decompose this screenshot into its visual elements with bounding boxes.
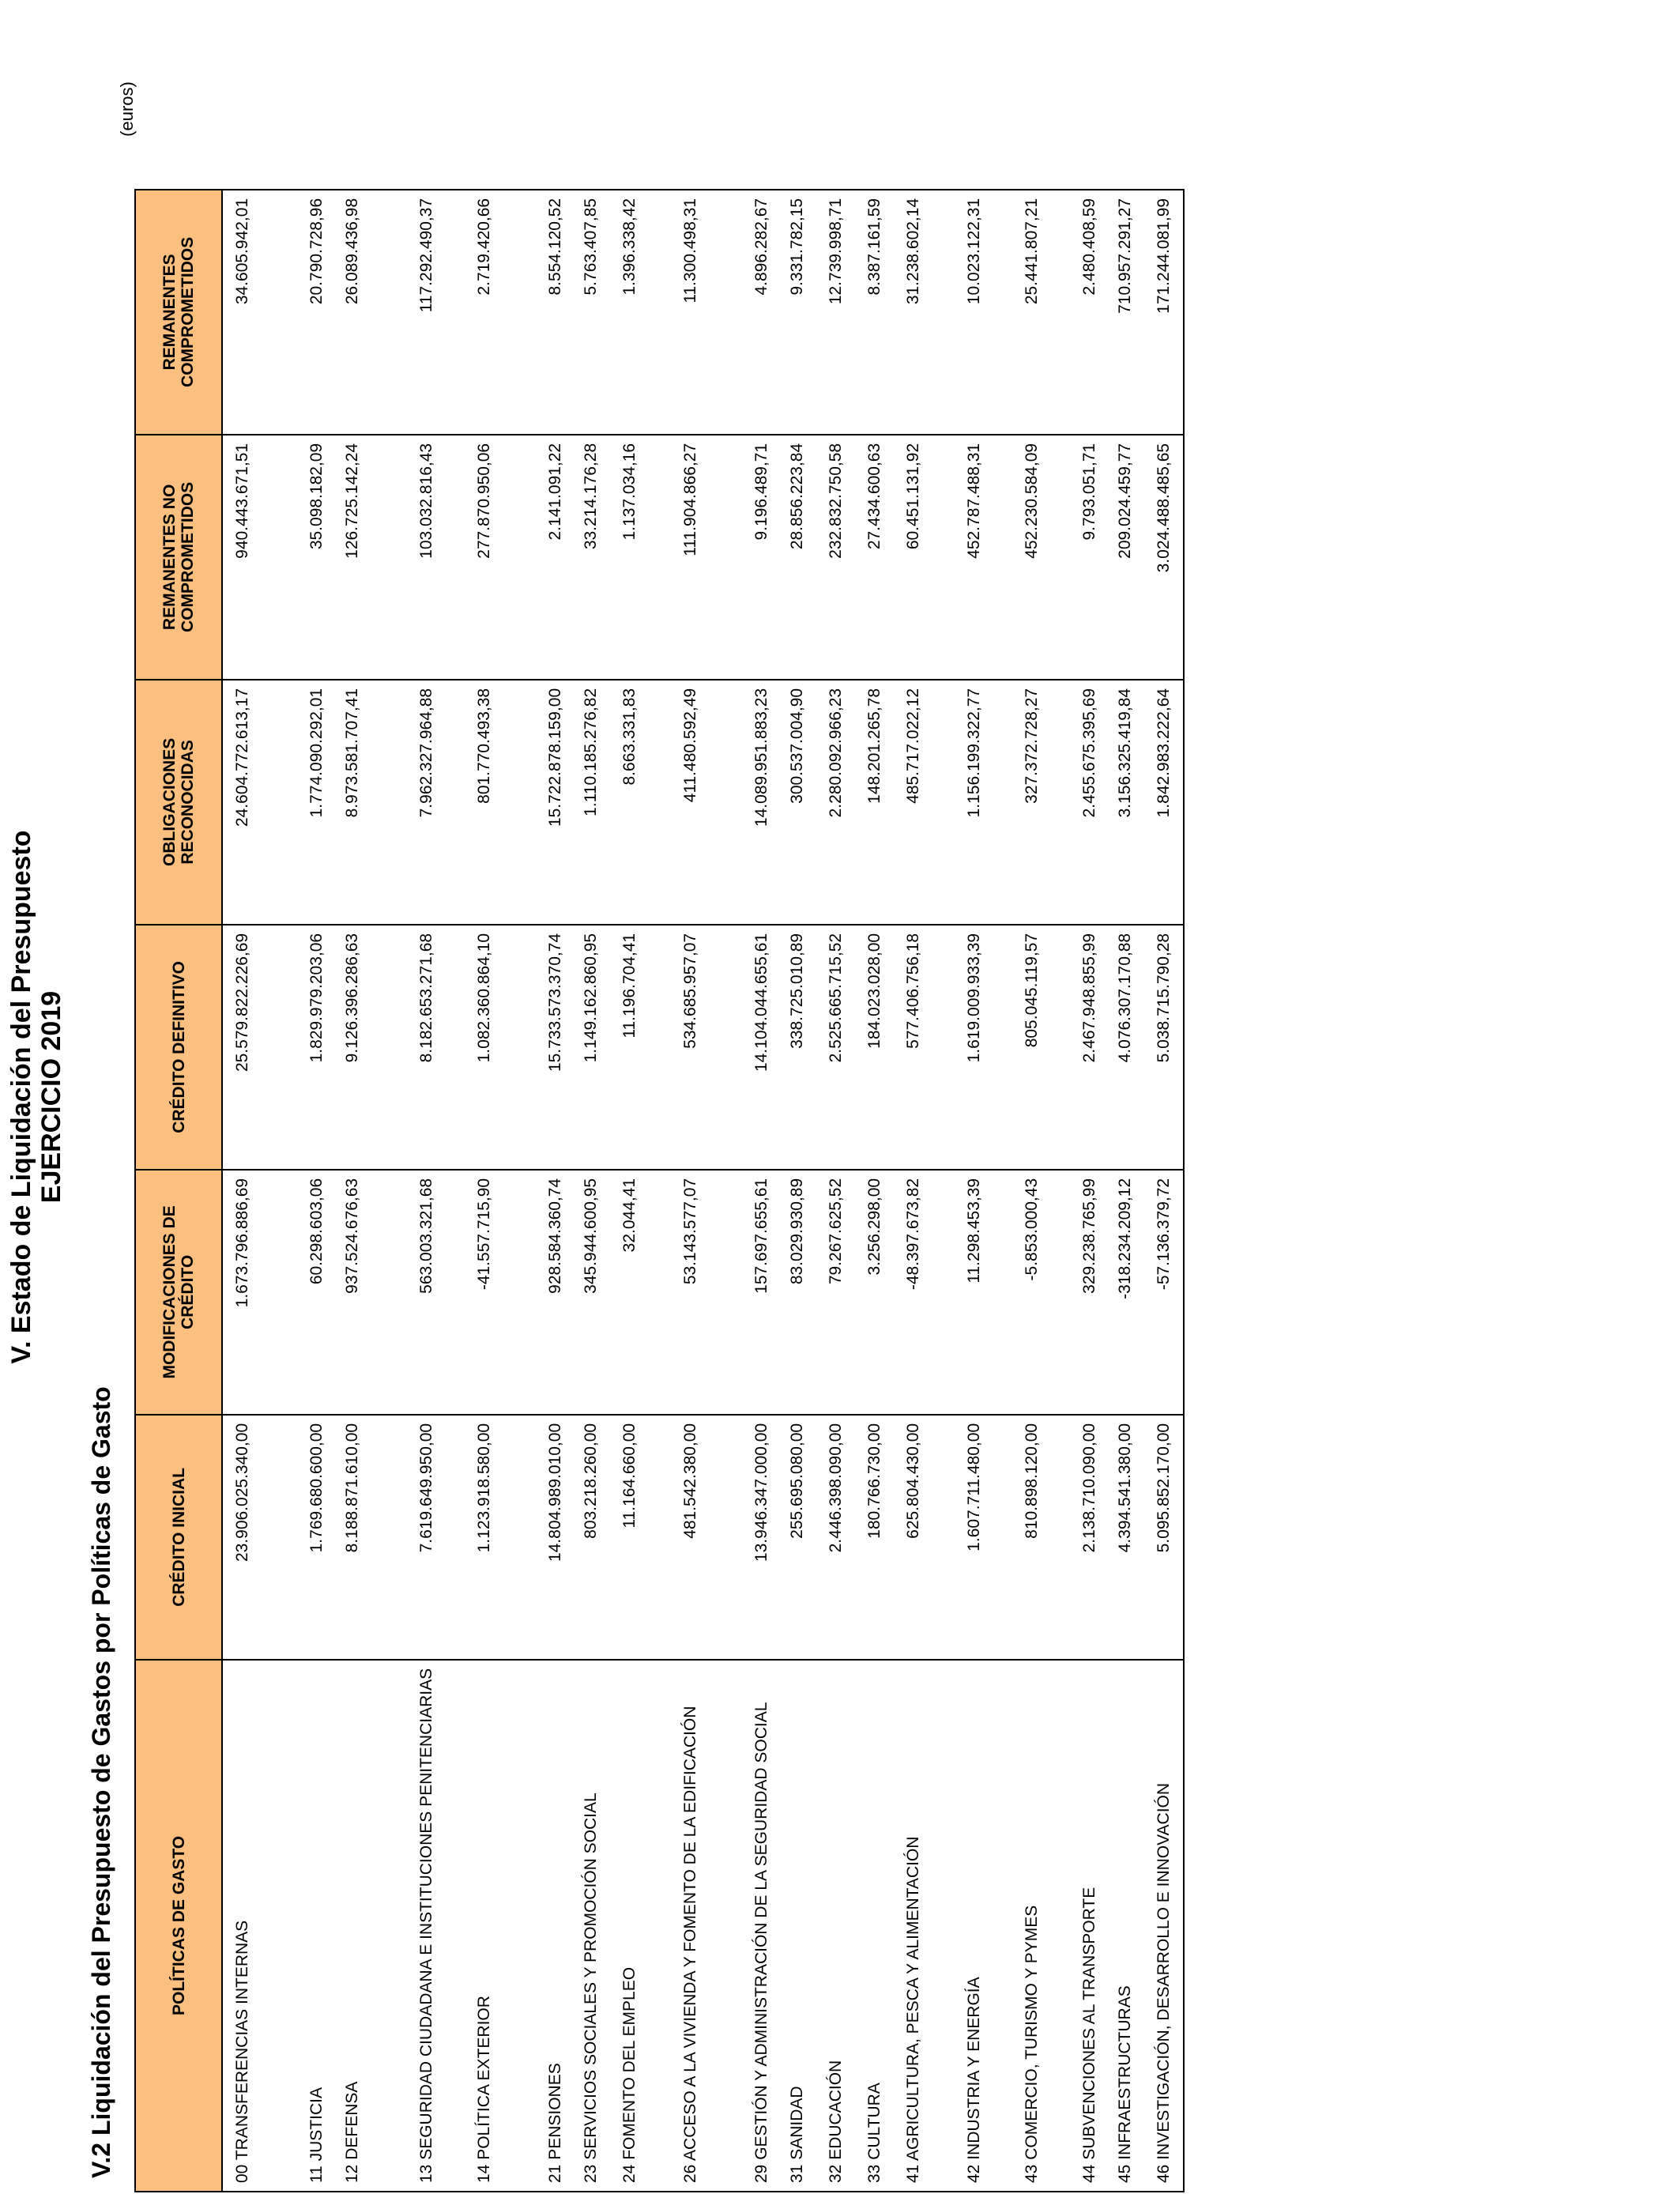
amount-cell: 10.023.122,31 — [932, 190, 990, 435]
table-row — [990, 190, 1048, 2192]
section-subtitle: V.2 Liquidación del Presupuesto de Gastos por Políticas de Gasto — [87, 1386, 115, 2178]
amount-cell: 8.387.161,59 — [855, 190, 894, 435]
amount-cell: 25.579.822.226,69 — [222, 925, 262, 1170]
amount-cell: 83.029.930,89 — [778, 1170, 816, 1415]
amount-cell: 26.089.436,98 — [333, 190, 371, 435]
amount-cell: 8.188.871.610,00 — [333, 1415, 371, 1660]
amount-cell: -318.234.209,12 — [1106, 1170, 1144, 1415]
policy-name-cell: 24 FOMENTO DEL EMPLEO — [610, 1660, 649, 2192]
policy-name-cell: 46 INVESTIGACIÓN, DESARROLLO E INNOVACIÓN — [1144, 1660, 1184, 2192]
amount-cell: 481.542.380,00 — [649, 1415, 706, 1660]
policy-name-cell: 13 SEGURIDAD CIUDADANA E INSTITUCIONES PENITENCIARIAS — [371, 1660, 443, 2192]
policy-name-cell: 45 INFRAESTRUCTURAS — [1106, 1660, 1144, 2192]
amount-cell: 937.524.676,63 — [333, 1170, 371, 1415]
amount-cell: 24.604.772.613,17 — [222, 680, 262, 925]
amount-cell: 12.739.998,71 — [816, 190, 855, 435]
table-row — [1106, 190, 1144, 2192]
amount-cell: 8.973.581.707,41 — [333, 680, 371, 925]
amount-cell: 2.446.398.090,00 — [816, 1415, 855, 1660]
amount-cell: 805.045.119,57 — [990, 925, 1048, 1170]
table-row — [371, 190, 443, 2192]
policy-name-cell: 00 TRANSFERENCIAS INTERNAS — [222, 1660, 262, 2192]
amount-cell: 5.038.715.790,28 — [1144, 925, 1184, 1170]
amount-cell: 810.898.120,00 — [990, 1415, 1048, 1660]
table-row — [894, 190, 932, 2192]
amount-cell: 232.832.750,58 — [816, 435, 855, 680]
amount-cell: 14.089.951.883,23 — [706, 680, 778, 925]
amount-cell: 9.196.489,71 — [706, 435, 778, 680]
table-row — [932, 190, 990, 2192]
amount-cell: 1.110.185.276,82 — [571, 680, 610, 925]
amount-cell: 5.763.407,85 — [571, 190, 610, 435]
amount-cell: -48.397.673,82 — [894, 1170, 932, 1415]
amount-cell: -41.557.715,90 — [443, 1170, 500, 1415]
table-row — [816, 190, 855, 2192]
amount-cell: 35.098.182,09 — [262, 435, 333, 680]
col-header-final-credit: CRÉDITO DEFINITIVO — [135, 925, 222, 1170]
amount-cell: 534.685.957,07 — [649, 925, 706, 1170]
amount-cell: 3.256.298,00 — [855, 1170, 894, 1415]
col-header-credit-modifications: MODIFICACIONES DE CRÉDITO — [135, 1170, 222, 1415]
amount-cell: 277.870.950,06 — [443, 435, 500, 680]
amount-cell: 11.164.660,00 — [610, 1415, 649, 1660]
amount-cell: 23.906.025.340,00 — [222, 1415, 262, 1660]
policy-name-cell: 44 SUBVENCIONES AL TRANSPORTE — [1048, 1660, 1106, 2192]
table-row — [262, 190, 333, 2192]
col-header-recognized-obligations: OBLIGACIONES RECONOCIDAS — [135, 680, 222, 925]
policy-name-cell: 21 PENSIONES — [500, 1660, 571, 2192]
amount-cell: 1.829.979.203,06 — [262, 925, 333, 1170]
amount-cell: 2.525.665.715,52 — [816, 925, 855, 1170]
amount-cell: 171.244.081,99 — [1144, 190, 1184, 435]
amount-cell: 14.104.044.655,61 — [706, 925, 778, 1170]
amount-cell: 157.697.655,61 — [706, 1170, 778, 1415]
amount-cell: 3.156.325.419,84 — [1106, 680, 1144, 925]
amount-cell: 1.607.711.480,00 — [932, 1415, 990, 1660]
amount-cell: 329.238.765,99 — [1048, 1170, 1106, 1415]
amount-cell: 345.944.600,95 — [571, 1170, 610, 1415]
amount-cell: 11.300.498,31 — [649, 190, 706, 435]
amount-cell: 8.182.653.271,68 — [371, 925, 443, 1170]
policy-name-cell: 12 DEFENSA — [333, 1660, 371, 2192]
amount-cell: 577.406.756,18 — [894, 925, 932, 1170]
amount-cell: 452.787.488,31 — [932, 435, 990, 680]
amount-cell: 5.095.852.170,00 — [1144, 1415, 1184, 1660]
amount-cell: 563.003.321,68 — [371, 1170, 443, 1415]
amount-cell: 28.856.223,84 — [778, 435, 816, 680]
policy-name-cell: 11 JUSTICIA — [262, 1660, 333, 2192]
amount-cell: 11.196.704,41 — [610, 925, 649, 1170]
amount-cell: 2.455.675.395,69 — [1048, 680, 1106, 925]
amount-cell: 25.441.807,21 — [990, 190, 1048, 435]
amount-cell: 13.946.347.000,00 — [706, 1415, 778, 1660]
amount-cell: -57.136.379,72 — [1144, 1170, 1184, 1415]
amount-cell: 625.804.430,00 — [894, 1415, 932, 1660]
policy-name-cell: 26 ACCESO A LA VIVIENDA Y FOMENTO DE LA EDIFICACIÓN — [649, 1660, 706, 2192]
amount-cell: 710.957.291,27 — [1106, 190, 1144, 435]
table-row — [778, 190, 816, 2192]
table-row — [649, 190, 706, 2192]
policy-name-cell: 33 CULTURA — [855, 1660, 894, 2192]
units-label: (euros) — [117, 81, 137, 137]
amount-cell: 1.137.034,16 — [610, 435, 649, 680]
amount-cell: 803.218.260,00 — [571, 1415, 610, 1660]
report-title: V. Estado de Liquidación del Presupuesto — [6, 830, 36, 1364]
amount-cell: 2.138.710.090,00 — [1048, 1415, 1106, 1660]
amount-cell: 485.717.022,12 — [894, 680, 932, 925]
amount-cell: 1.149.162.860,95 — [571, 925, 610, 1170]
amount-cell: 3.024.488.485,65 — [1144, 435, 1184, 680]
amount-cell: 8.663.331,83 — [610, 680, 649, 925]
amount-cell: 928.584.360,74 — [500, 1170, 571, 1415]
amount-cell: 148.201.265,78 — [855, 680, 894, 925]
amount-cell: 60.451.131,92 — [894, 435, 932, 680]
amount-cell: 1.156.199.322,77 — [932, 680, 990, 925]
amount-cell: 7.962.327.964,88 — [371, 680, 443, 925]
policy-name-cell: 29 GESTIÓN Y ADMINISTRACIÓN DE LA SEGURIDAD SOCIAL — [706, 1660, 778, 2192]
table-row — [1144, 190, 1184, 2192]
table-header-row — [135, 190, 222, 2192]
amount-cell: 327.372.728,27 — [990, 680, 1048, 925]
amount-cell: 2.467.948.855,99 — [1048, 925, 1106, 1170]
budget-table — [134, 189, 1185, 2192]
amount-cell: -5.853.000,43 — [990, 1170, 1048, 1415]
table-row — [333, 190, 371, 2192]
amount-cell: 33.214.176,28 — [571, 435, 610, 680]
policy-name-cell: 41 AGRICULTURA, PESCA Y ALIMENTACIÓN — [894, 1660, 932, 2192]
amount-cell: 1.774.090.292,01 — [262, 680, 333, 925]
amount-cell: 255.695.080,00 — [778, 1415, 816, 1660]
amount-cell: 20.790.728,96 — [262, 190, 333, 435]
amount-cell: 300.537.004,90 — [778, 680, 816, 925]
table-row — [610, 190, 649, 2192]
amount-cell: 79.267.625,52 — [816, 1170, 855, 1415]
amount-cell: 7.619.649.950,00 — [371, 1415, 443, 1660]
amount-cell: 11.298.453,39 — [932, 1170, 990, 1415]
amount-cell: 2.480.408,59 — [1048, 190, 1106, 435]
table-row — [222, 190, 262, 2192]
amount-cell: 4.896.282,67 — [706, 190, 778, 435]
amount-cell: 53.143.577,07 — [649, 1170, 706, 1415]
amount-cell: 1.082.360.864,10 — [443, 925, 500, 1170]
amount-cell: 111.904.866,27 — [649, 435, 706, 680]
amount-cell: 9.331.782,15 — [778, 190, 816, 435]
amount-cell: 9.793.051,71 — [1048, 435, 1106, 680]
policy-name-cell: 43 COMERCIO, TURISMO Y PYMES — [990, 1660, 1048, 2192]
amount-cell: 338.725.010,89 — [778, 925, 816, 1170]
policy-name-cell: 42 INDUSTRIA Y ENERGÍA — [932, 1660, 990, 2192]
amount-cell: 940.443.671,51 — [222, 435, 262, 680]
amount-cell: 2.280.092.966,23 — [816, 680, 855, 925]
amount-cell: 15.722.878.159,00 — [500, 680, 571, 925]
amount-cell: 1.769.680.600,00 — [262, 1415, 333, 1660]
policy-name-cell: 31 SANIDAD — [778, 1660, 816, 2192]
amount-cell: 4.394.541.380,00 — [1106, 1415, 1144, 1660]
amount-cell: 14.804.989.010,00 — [500, 1415, 571, 1660]
amount-cell: 2.141.091,22 — [500, 435, 571, 680]
amount-cell: 2.719.420,66 — [443, 190, 500, 435]
amount-cell: 8.554.120,52 — [500, 190, 571, 435]
col-header-policy: POLÍTICAS DE GASTO — [135, 1660, 222, 2192]
amount-cell: 117.292.490,37 — [371, 190, 443, 435]
amount-cell: 34.605.942,01 — [222, 190, 262, 435]
policy-name-cell: 32 EDUCACIÓN — [816, 1660, 855, 2192]
amount-cell: 1.842.983.222,64 — [1144, 680, 1184, 925]
amount-cell: 15.733.573.370,74 — [500, 925, 571, 1170]
table-row — [1048, 190, 1106, 2192]
amount-cell: 1.619.009.933,39 — [932, 925, 990, 1170]
table-row — [855, 190, 894, 2192]
table-row — [571, 190, 610, 2192]
amount-cell: 31.238.602,14 — [894, 190, 932, 435]
amount-cell: 1.123.918.580,00 — [443, 1415, 500, 1660]
amount-cell: 60.298.603,06 — [262, 1170, 333, 1415]
amount-cell: 184.023.028,00 — [855, 925, 894, 1170]
table-row — [500, 190, 571, 2192]
amount-cell: 411.480.592,49 — [649, 680, 706, 925]
col-header-committed-remainders: REMANENTES COMPROMETIDOS — [135, 190, 222, 435]
amount-cell: 1.673.796.886,69 — [222, 1170, 262, 1415]
amount-cell: 32.044,41 — [610, 1170, 649, 1415]
amount-cell: 9.126.396.286,63 — [333, 925, 371, 1170]
amount-cell: 1.396.338,42 — [610, 190, 649, 435]
amount-cell: 4.076.307.170,88 — [1106, 925, 1144, 1170]
amount-cell: 27.434.600,63 — [855, 435, 894, 680]
policy-name-cell: 14 POLÍTICA EXTERIOR — [443, 1660, 500, 2192]
fiscal-year-title: EJERCICIO 2019 — [36, 990, 66, 1204]
table-row — [443, 190, 500, 2192]
amount-cell: 126.725.142,24 — [333, 435, 371, 680]
col-header-initial-credit: CRÉDITO INICIAL — [135, 1415, 222, 1660]
amount-cell: 180.766.730,00 — [855, 1415, 894, 1660]
col-header-uncommitted-remainders: REMANENTES NO COMPROMETIDOS — [135, 435, 222, 680]
amount-cell: 452.230.584,09 — [990, 435, 1048, 680]
policy-name-cell: 23 SERVICIOS SOCIALES Y PROMOCIÓN SOCIAL — [571, 1660, 610, 2192]
amount-cell: 209.024.459,77 — [1106, 435, 1144, 680]
table-row — [706, 190, 778, 2192]
amount-cell: 103.032.816,43 — [371, 435, 443, 680]
amount-cell: 801.770.493,38 — [443, 680, 500, 925]
